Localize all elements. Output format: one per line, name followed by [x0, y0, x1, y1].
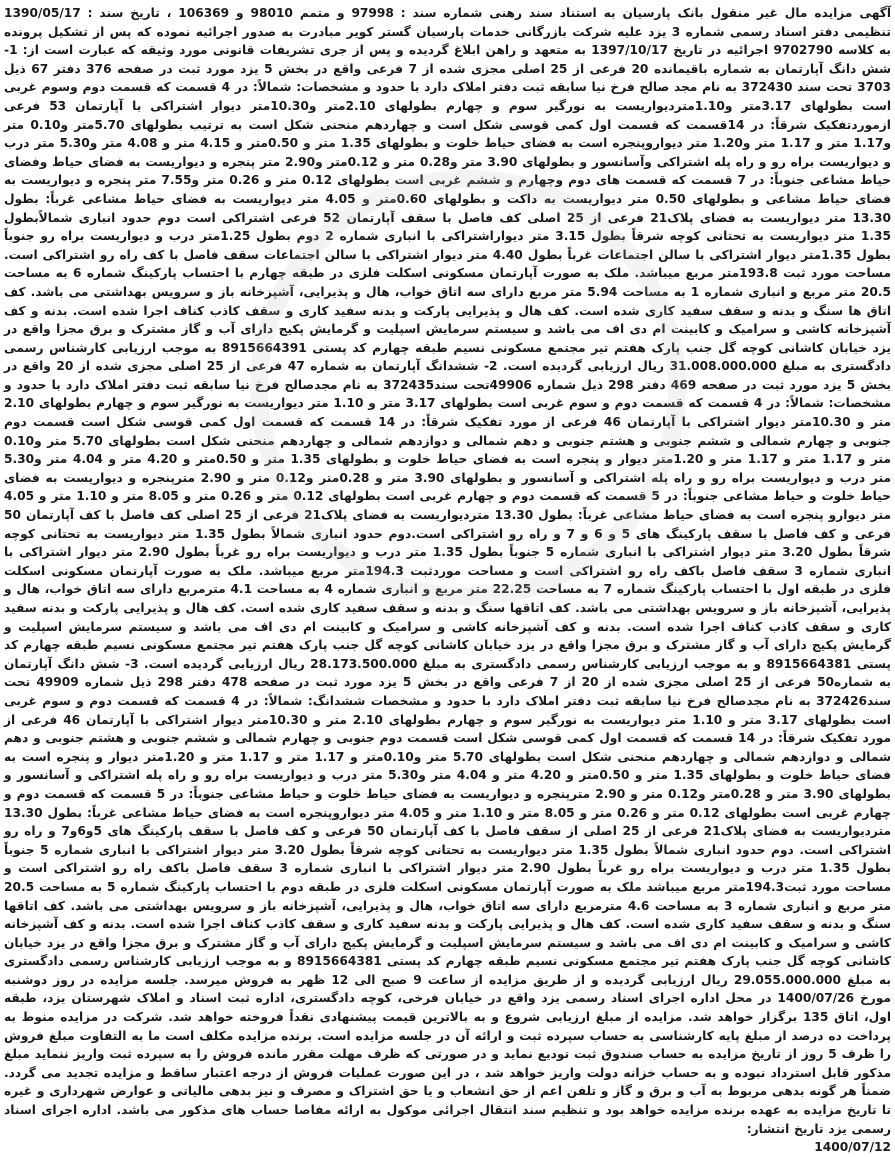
publication-date: 1400/07/12: [814, 1140, 891, 1155]
auction-notice-text: آگهی مزایده مال غیر منقول بانک پارسیان به استناد سند رهنی شماره سند : 97998 و متمم 98010 و 106369 ، تاریخ سند : 1390/05/17 تنظیمی دفتر اسناد رسمی شماره 3 یزد علیه شرکت بازرگانی خدمات پارسیان گستر کویر مبادرت به صدور اجرائیه نموده که پس از تشکیل پرونده به کلاسه 9702790 اجرائیه در تاریخ 1397/10/17 به متعهد و راهن ابلاغ گردیده و پس از جری تشریفات قانونی مورد وثیقه که عبارت است از: 1- شش دانگ آپارتمان به شماره باقیمانده 20 فرعی از 25 اصلی مجزی شده از 7 فرعی واقع در بخش 5 یزد مورد ثبت در صفحه 376 دفتر 67 ذیل 3703 تحت سند 372430 به نام مجد صالح فرخ نیا سابقه ثبت دفتر املاک دارد با حدود و مشخصات: شمالاً: در 4 قسمت که قسمت دوم وسوم غربی است بطولهای 3.17متر و1.10متردیواریست به نورگیر سوم و چهارم بطولهای 2.10متر و10.30متر دیوار اشتراکی با آپارتمان 53 فرعی ازموردتفکیک شرقاً: در 14قسمت که قسمت اول کمی قوسی شکل است و چهاردهم منحنی شکل است به ترتیب بطولهای 5.70متر و0.10 متر و1.17 متر و 1.17 متر و1.20 متر دیواروپنجره است به فضای حیاط خلوت و بطولهای 1.35 متر و 0.50متر و 4.15 متر و 4.08 متر و5.30 متر درب و دیواریست براه رو و راه پله اشتراکی وآسانسور و بطولهای 3.90 متر و0.28 متر و 0.12متر و2.90 متر پنجره و دیواریست به فضای حیاط وفضای حیاط مشاعی جنوباً: در 7 قسمت که قسمت های دوم وچهارم و ششم غربی است بطولهای 0.12 متر و 0.26 متر و7.55 متر پنجره و دیواریست به فضای حیاط مشاعی و بطولهای 0.50 متر دیواریست به داکت و بطولهای 0.60متر و 4.05 متر دیواریست به فضای حیاط مشاعی غرباً: بطول 13.30 متر دیواریست به فضای پلاک21 فرعی از 25 اصلی کف فاصل با سقف آپارتمان 52 فرعی اشتراکی است دوم حدود انباری شمالاًبطول 1.35 متر دیواریست به تحتانی کوچه شرقاً بطول 3.15 متر دیواراشتراکی با انباری شماره 2 دوم بطول 1.25متر درب و دیواریست براه رو جنوباً بطول 1.35متر دیوار اشتراکی با سالن اجتماعات غرباً بطول 4.40 متر دیوار اشتراکی با سالن اجتماعات سقف فاصل با کف راه رو اشتراکی است. مساحت مورد ثبت 193.8متر مربع میباشد. ملک به صورت آپارتمان مسکونی اسکلت فلزی در طبقه چهارم با احتساب پارکینگ شماره 6 به مساحت 20.5 متر مربع و انباری شماره 1 به مساحت 5.94 متر مربع دارای سه اتاق خواب، هال و پذیرایی، آشپزخانه باز و سرویس بهداشتی می باشد. کف اتاق ها سنگ و بدنه و سقف سفید کاری شده است. کف هال و پذیرایی پارکت و بدنه سفید کاری و سقف کاذب کناف اجرا شده است. بدنه و کف آشپزخانه کاشی و سرامیک و کابینت ام دی اف می باشد و سیستم سرمایش اسپلیت و گرمایش پکیج دارای آب و گاز مشترک و برق مجزا واقع در یزد خیابان کاشانی کوچه گل جنب پارک هفتم تیر مجتمع مسکونی نسیم طبقه چهارم کد پستی 8915664391 به موجب ارزیابی کارشناس رسمی دادگستری به مبلغ 31.008.000.000 ریال ارزیابی گردیده است. 2- ششدانگ آپارتمان به شماره 47 فرعی از 25 اصلی مجزی شده از 20 واقع در بخش 5 یزد مورد ثبت در صفحه 469 دفتر 298 ذیل شماره 49906تحت سند372435 به نام مجدصالح فرخ نیا سابقه ثبت دفتر املاک دارد با حدود و مشخصات: شمالاً: در 4 قسمت که قسمت دوم و سوم غربی است بطولهای 3.17 متر و 1.10 متر دیواریست به نورگیر سوم و چهارم بطولهای 2.10 متر و 10.30متر دیوار اشتراکی با آپارتمان 46 فرعی از مورد تفکیک شرقاً: در 14 قسمت که قسمت اول کمی قوسی شکل است قسمت دوم جنوبی و چهارم شمالی و ششم جنوبی و هشتم جنوبی و دهم شمالی و دوازدهم شمالی و چهاردهم منحنی شکل است بطولهای 5.70 متر و0.10 متر و 1.17 متر و 1.17 متر و 1.20متر دیوار و پنجره است به فضای حیاط خلوت و بطولهای 1.35 متر و 0.50متر و 4.20 متر و 4.04 متر و5.30 متر درب و دیواریست براه رو و راه پله اشتراکی و آسانسور و بطولهای 3.90 متر و 0.28متر و0.12 متر و 2.90 مترپنجره و دیواریست به فضای حیاط خلوت و حیاط مشاعی جنوباً: در 5 قسمت که قسمت دوم و چهارم غربی است بطولهای 0.12 متر و 0.26 متر و 8.05 متر و 1.10 متر و 4.05 متر دیوارو پنجره است به فضای حیاط مشاعی غرباً: بطول 13.30 متردیواریست به فضای پلاک21 فرعی از 25 اصلی کف فاصل با کف آپارتمان 50 فرعی و کف فاصل با سقف پارکینگ های 5 و 6 و 7 و راه رو اشتراکی است.دوم حدود انباری شمالاً بطول 1.35 متر دیواریست به تحتانی کوچه شرقاً بطول 3.20 متر دیوار اشتراکی با انباری شماره 5 جنوباً بطول 1.35 متر درب و دیواریست براه رو غرباً بطول 2.90 متر دیوار اشتراکی با انباری شماره 3 سقف فاصل باکف راه رو اشتراکی است و مساحت موردثبت 194.3متر مربع میباشد. ملک به صورت آپارتمان مسکونی اسکلت فلزی در طبقه اول با احتساب پارکینگ شماره 7 به مساحت 22.25 متر مربع و انباری شماره 4 به مساحت 4.1 مترمربع دارای سه اتاق خواب، هال و پذیرایی، آشپزخانه باز و سرویس بهداشتی می باشد. کف اتاقها سنگ و بدنه و سقف سفید کاری شده است. کف هال و پذیرایی پارکت و بدنه سفید کاری و سقف کاذب کناف اجرا شده است. بدنه و کف آشپزخانه کاشی و سرامیک و کابینت ام دی اف می باشد و سیستم سرمایش اسپلیت و گرمایش پکیج دارای آب و گاز مشترک و برق مجزا واقع در یزد خیابان کاشانی کوچه گل جنب پارک هفتم تیر مجتمع مسکونی نسیم طبقه چهارم کد پستی 8915664381 و به موجب ارزیابی کارشناس رسمی دادگستری به مبلغ 28.173.500.000 ریال ارزیابی گردیده است. 3- شش دانگ آپارتمان به شماره50 فرعی از 25 اصلی مجزی شده از 20 از 7 فرعی واقع در بخش 5 یزد مورد ثبت در صفحه 478 دفتر 298 ذیل شماره 49909 تحت سند372426 به نام مجدصالح فرخ نیا سابقه ثبت دفتر املاک دارد با حدود و مشخصات ششدانگ: شمالاً: در 4 قسمت که قسمت دوم و سوم غربی است بطولهای 3.17 متر و 1.10 متر دیواریست به نورگیر سوم و چهارم بطولهای 2.10 متر و 10.30متر دیوار اشتراکی با آپارتمان 46 فرعی از مورد تفکیک شرقاً: در 14 قسمت که قسمت اول کمی قوسی شکل است قسمت دوم جنوبی و چهارم شمالی و ششم جنوبی و هشتم جنوبی و دهم شمالی و دوازدهم شمالی و چهاردهم منحنی شکل است بطولهای 5.70 متر و0.10متر و 1.17 متر و 1.17 متر و 1.20متر دیوار و پنجره است به فضای حیاط خلوت و بطولهای 1.35 متر و 0.50متر و 4.20 متر و 4.04 متر و5.30 متر درب و دیواریست براه رو و راه پله اشتراکی و آسانسور و بطولهای 3.90 متر و 0.28متر و0.12 متر و 2.90 مترپنجره و دیواریست به فضای حیاط خلوت و حیاط مشاعی جنوباً: در 5 قسمت که قسمت دوم و چهارم غربی است بطولهای 0.12 متر و 0.26 متر و 8.05 متر و 1.10 متر و 4.05 متر دیواروپنجره است به فضای حیاط مشاعی غرباً: بطول 13.30 متردیواریست به فضای پلاک21 فرعی از 25 اصلی از سقف فاصل با کف آپارتمان 50 فرعی و کف فاصل با سقف پارکینگ های 5و6و7 و راه رو اشتراکی است. دوم حدود انباری شمالاً بطول 1.35 متر دیواریست به تحتانی کوچه شرقاً بطول 3.20 متر دیوار اشتراکی با انباری شماره 5 جنوباً بطول 1.35 متر درب و دیواریست براه رو غرباً بطول 2.90 متر دیوار اشتراکی با انباری شماره 3 سقف فاصل باکف راه رو اشتراکی است و مساحت مورد ثبت194.3متر مربع میباشد ملک به صورت آپارتمان مسکونی اسکلت فلزی در طبقه دوم با احتساب پارکینگ شماره 5 به مساحت 20.5 متر مربع و انباری شماره 3 به مساحت 4.6 مترمربع دارای سه اتاق خواب، هال و پذیرایی، آشپزخانه باز و سرویس بهداشتی می باشد. کف اتاقها سنگ و بدنه و سقف سفید کاری شده است. کف هال و پذیرایی پارکت و بدنه سفید کاری و سقف کاذب کناف اجرا شده است. بدنه و کف آشپزخانه کاشی و سرامیک و کابینت ام دی اف می باشد و سیستم سرمایش اسپلیت و گرمایش پکیج دارای آب و گاز مشترک و برق مجزا واقع در یزد خیابان کاشانی کوچه گل جنب پارک هفتم تیر مجتمع مسکونی نسیم طبقه چهارم کد پستی 8915664381 و به موجب ارزیابی کارشناس رسمی دادگستری به مبلغ 29.055.000.000 ریال ارزیابی گردیده و از طریق مزایده از ساعت 9 صبح الی 12 ظهر به فروش میرسد. جلسه مزایده در روز دوشنبه مورخ 1400/07/26 در محل اداره اجرای اسناد رسمی یزد واقع در خیابان فرخی، کوچه دادگستری، اداره ثبت اسناد و املاک شهرستان یزد، طبقه اول، اتاق 135 برگزار خواهد شد. مزایده از مبلغ ارزیابی شروع و به بالاترین قیمت پیشنهادی نقداً فروخته خواهد شد. شرکت در مزایده منوط به پرداخت ده درصد از مبلغ پایه کارشناسی به حساب سپرده ثبت و ارائه آن در جلسه مزایده است. برنده مزایده مکلف است ما به التفاوت مبلغ فروش را ظرف 5 روز از تاریخ مزایده به حساب صندوق ثبت تودیع نماید و در صورتی که ظرف مهلت مقرر مانده فروش را به سپرده ثبت واریز ننماید مبلغ مذکور قابل استرداد نبوده و به حساب خزانه دولت واریز خواهد شد ، در این صورت عملیات فروش از درجه اعتبار ساقط و مزایده تجدید می گردد. ضمناً هر گونه بدهی مربوط به آب و برق و گاز و تلفن اعم از حق انشعاب و یا حق اشتراک و مصرف و نیز بدهی مالیاتی و عوارض شهرداری و غیره تا تاریخ مزایده به عهده برنده مزایده خواهد بود و تنظیم سند انتقال اجرائی موکول به ارائه مفاصا حساب های مذکور می باشد. اداره اجرای اسناد رسمی یزد تاریخ انتشار:: [4, 6, 892, 1136]
